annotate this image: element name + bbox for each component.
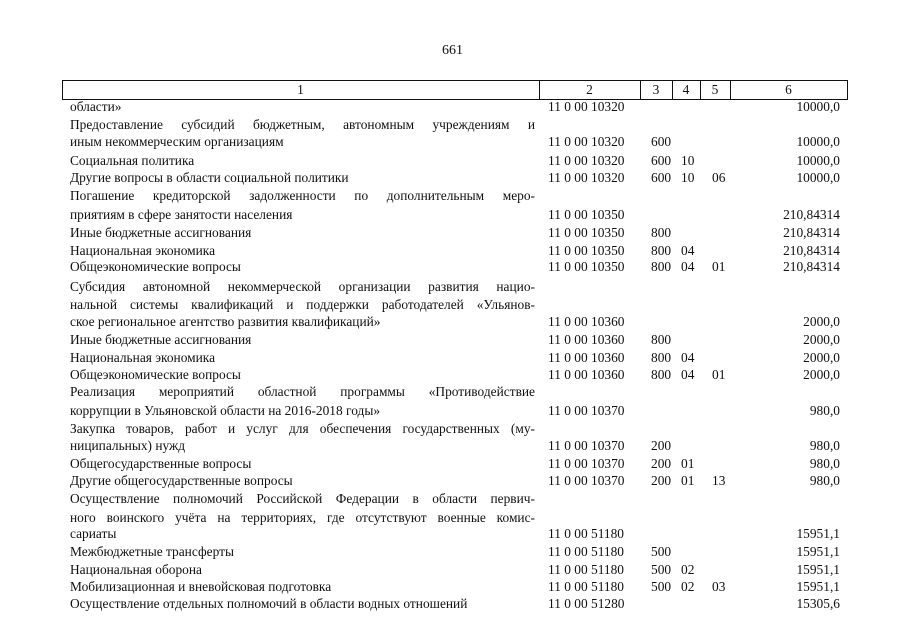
table-row xyxy=(70,437,850,454)
row-section: 04 xyxy=(681,350,695,365)
row-amount: 2000,0 xyxy=(803,314,840,329)
row-target-code: 11 0 00 10320 xyxy=(548,153,625,168)
row-expense-type: 600 xyxy=(651,170,672,185)
row-amount: 15951,1 xyxy=(796,544,840,559)
table-row xyxy=(70,152,850,169)
row-section: 04 xyxy=(681,367,695,382)
row-description: Осуществление полномочий Российской Федерации в области первич- xyxy=(70,491,535,506)
row-target-code: 11 0 00 10370 xyxy=(548,473,625,488)
row-amount: 2000,0 xyxy=(803,332,840,347)
row-amount: 210,84314 xyxy=(783,243,840,258)
row-section: 02 xyxy=(681,562,695,577)
row-description: Закупка товаров, работ и услуг для обеспечения государственных (му- xyxy=(70,421,535,436)
table-row xyxy=(70,349,850,366)
row-target-code: 11 0 00 10360 xyxy=(548,314,625,329)
table-row xyxy=(70,543,850,560)
row-expense-type: 500 xyxy=(651,544,672,559)
row-amount: 980,0 xyxy=(809,403,840,418)
row-target-code: 11 0 00 10320 xyxy=(548,99,625,114)
row-expense-type: 200 xyxy=(651,456,672,471)
row-subsection: 06 xyxy=(712,170,726,185)
row-expense-type: 800 xyxy=(651,367,672,382)
table-row xyxy=(70,187,850,204)
row-description: Иные бюджетные ассигнования xyxy=(70,225,252,240)
table-row xyxy=(70,278,850,295)
row-target-code: 11 0 00 10360 xyxy=(548,367,625,382)
row-expense-type: 500 xyxy=(651,562,672,577)
row-expense-type: 600 xyxy=(651,153,672,168)
row-description: Национальная экономика xyxy=(70,243,216,258)
table-row xyxy=(70,331,850,348)
row-amount: 10000,0 xyxy=(796,170,840,185)
row-section: 04 xyxy=(681,243,695,258)
row-expense-type: 200 xyxy=(651,438,672,453)
table-row xyxy=(70,169,850,186)
header-divider xyxy=(672,80,673,99)
row-expense-type: 800 xyxy=(651,350,672,365)
row-amount: 15951,1 xyxy=(796,579,840,594)
row-target-code: 11 0 00 51180 xyxy=(548,562,625,577)
row-target-code: 11 0 00 51180 xyxy=(548,544,625,559)
table-row xyxy=(70,490,850,507)
row-target-code: 11 0 00 10360 xyxy=(548,332,625,347)
row-description: иным некоммерческим организациям xyxy=(70,134,284,149)
row-subsection: 03 xyxy=(712,579,726,594)
row-amount: 15305,6 xyxy=(796,596,840,611)
row-amount: 15951,1 xyxy=(796,526,840,541)
row-section: 10 xyxy=(681,170,695,185)
row-description: Общеэкономические вопросы xyxy=(70,259,241,274)
row-description: Национальная оборона xyxy=(70,562,202,577)
row-expense-type: 500 xyxy=(651,579,672,594)
row-subsection: 13 xyxy=(712,473,726,488)
table-row xyxy=(70,296,850,313)
table-row xyxy=(70,206,850,223)
header-divider xyxy=(730,80,731,99)
row-amount: 10000,0 xyxy=(796,153,840,168)
row-amount: 210,84314 xyxy=(783,225,840,240)
header-col-1: 1 xyxy=(297,82,304,97)
row-amount: 10000,0 xyxy=(796,99,840,114)
table-row xyxy=(70,224,850,241)
row-description: Погашение кредиторской задолженности по дополнительным меро- xyxy=(70,188,535,203)
row-target-code: 11 0 00 10370 xyxy=(548,438,625,453)
row-description: Реализация мероприятий областной программы «Противодействие xyxy=(70,384,535,399)
row-amount: 210,84314 xyxy=(783,259,840,274)
row-description: приятиям в сфере занятости населения xyxy=(70,207,293,222)
row-section: 01 xyxy=(681,473,695,488)
row-target-code: 11 0 00 10350 xyxy=(548,243,625,258)
row-target-code: 11 0 00 10320 xyxy=(548,170,625,185)
header-divider xyxy=(62,80,63,99)
row-section: 02 xyxy=(681,579,695,594)
row-amount: 2000,0 xyxy=(803,367,840,382)
row-target-code: 11 0 00 10370 xyxy=(548,456,625,471)
row-expense-type: 800 xyxy=(651,225,672,240)
header-col-5: 5 xyxy=(711,82,719,97)
row-description: Предоставление субсидий бюджетным, автономным учреждениям и xyxy=(70,117,535,132)
table-row xyxy=(70,258,850,275)
row-amount: 15951,1 xyxy=(796,562,840,577)
row-amount: 980,0 xyxy=(809,473,840,488)
table-row xyxy=(70,472,850,489)
row-description: ного воинского учёта на территориях, где отсутствуют военные комис- xyxy=(70,510,535,525)
table-row xyxy=(70,313,850,330)
row-description: Общеэкономические вопросы xyxy=(70,367,241,382)
row-target-code: 11 0 00 10320 xyxy=(548,134,625,149)
header-col-2: 2 xyxy=(586,82,593,97)
row-description: Осуществление отдельных полномочий в области водных отношений xyxy=(70,596,468,611)
table-row xyxy=(70,509,850,526)
table-row xyxy=(70,525,850,542)
page-number: 661 xyxy=(442,43,463,58)
row-description: коррупции в Ульяновской области на 2016-2018 годы» xyxy=(70,403,381,418)
row-description: Иные бюджетные ассигнования xyxy=(70,332,252,347)
row-description: Социальная политика xyxy=(70,153,195,168)
row-target-code: 11 0 00 10350 xyxy=(548,225,625,240)
row-amount: 10000,0 xyxy=(796,134,840,149)
table-row xyxy=(70,366,850,383)
row-description: нальной системы квалификаций и поддержки работодателей «Ульянов- xyxy=(70,297,535,312)
row-target-code: 11 0 00 51280 xyxy=(548,596,625,611)
row-target-code: 11 0 00 51180 xyxy=(548,579,625,594)
table-row xyxy=(70,383,850,400)
row-amount: 980,0 xyxy=(809,438,840,453)
row-description: Национальная экономика xyxy=(70,350,216,365)
table-row xyxy=(70,242,850,259)
row-expense-type: 200 xyxy=(651,473,672,488)
row-target-code: 11 0 00 10370 xyxy=(548,403,625,418)
row-target-code: 11 0 00 51180 xyxy=(548,526,625,541)
row-section: 10 xyxy=(681,153,695,168)
row-description: сариаты xyxy=(70,526,117,541)
header-col-6: 6 xyxy=(785,82,792,97)
row-description: Межбюджетные трансферты xyxy=(70,544,234,559)
table-row xyxy=(70,420,850,437)
table-row xyxy=(70,455,850,472)
row-description: ниципальных) нужд xyxy=(70,438,186,453)
table-row xyxy=(70,98,850,115)
row-description: Другие общегосударственные вопросы xyxy=(70,473,293,488)
row-description: Общегосударственные вопросы xyxy=(70,456,252,471)
header-divider xyxy=(700,80,701,99)
row-target-code: 11 0 00 10360 xyxy=(548,350,625,365)
table-row xyxy=(70,561,850,578)
header-col-4: 4 xyxy=(682,82,690,97)
row-description: Другие вопросы в области социальной политики xyxy=(70,170,349,185)
table-row xyxy=(70,595,850,612)
row-target-code: 11 0 00 10350 xyxy=(548,259,625,274)
header-divider xyxy=(539,80,540,99)
row-expense-type: 800 xyxy=(651,243,672,258)
row-subsection: 01 xyxy=(712,259,726,274)
row-description: ское региональное агентство развития квалификаций» xyxy=(70,314,381,329)
row-description: области» xyxy=(70,99,122,114)
table-row xyxy=(70,133,850,150)
row-section: 01 xyxy=(681,456,695,471)
row-expense-type: 800 xyxy=(651,332,672,347)
row-description: Мобилизационная и вневойсковая подготовка xyxy=(70,579,332,594)
header-divider xyxy=(640,80,641,99)
table-row xyxy=(70,578,850,595)
row-target-code: 11 0 00 10350 xyxy=(548,207,625,222)
table-row xyxy=(70,402,850,419)
row-expense-type: 800 xyxy=(651,259,672,274)
row-amount: 980,0 xyxy=(809,456,840,471)
table-row xyxy=(70,116,850,133)
header-col-3: 3 xyxy=(652,82,660,97)
row-amount: 210,84314 xyxy=(783,207,840,222)
row-expense-type: 600 xyxy=(651,134,672,149)
row-amount: 2000,0 xyxy=(803,350,840,365)
row-description: Субсидия автономной некоммерческой организации развития нацио- xyxy=(70,279,535,294)
row-subsection: 01 xyxy=(712,367,726,382)
row-section: 04 xyxy=(681,259,695,274)
